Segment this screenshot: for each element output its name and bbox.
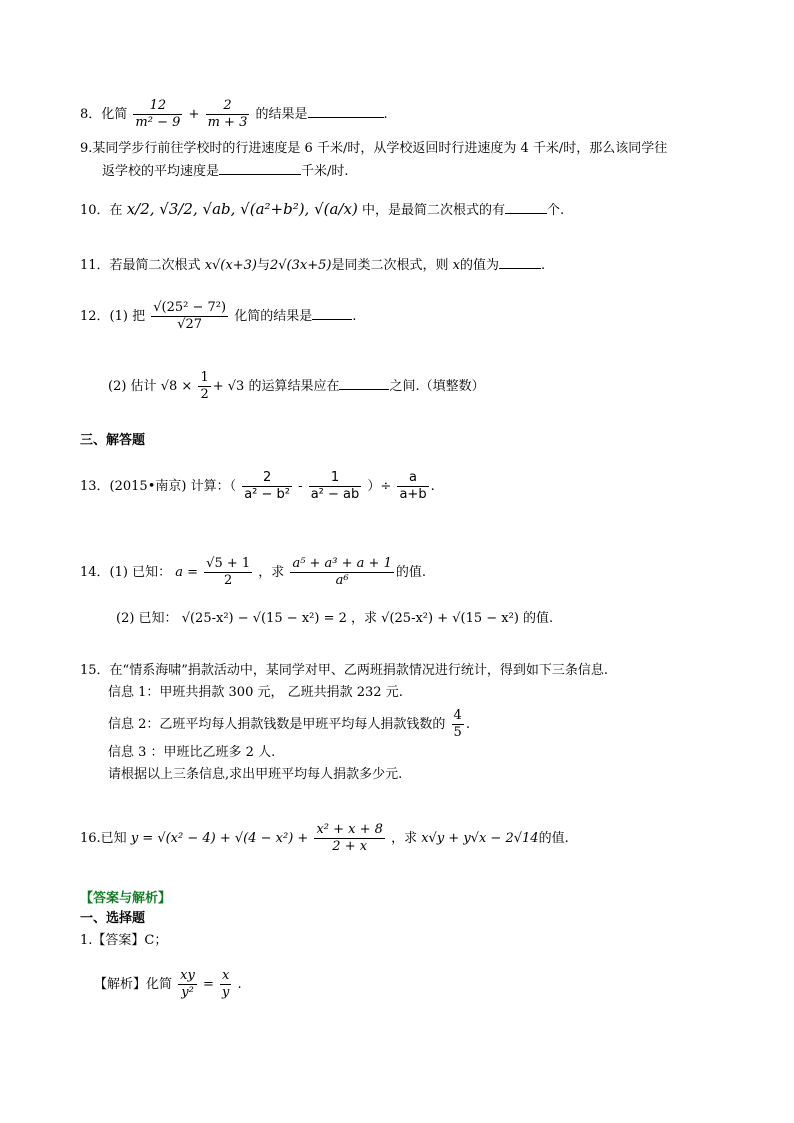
question-15-info-3: 信息 3 ：甲班比乙班多 2 人.: [108, 745, 276, 760]
q14-expression-fraction: $\frac{\text{a⁵ + a³ + a + 1}}{\text{a⁶}}$: [292, 556, 392, 588]
question-12-part-1: 12．(1) 把 $\frac{\text{√(25² − 7²)}}{√27}$ 化简的结果是 .: [80, 300, 357, 332]
question-10: 10．在 x/2, √3/2, √ab, √(a²+b²), √(a/x) 中，是最简二次根式的有 个.: [80, 200, 565, 218]
question-15-info-2: 信息 2：乙班平均每人捐款钱数是甲班平均每人捐款钱数的 $\frac{4}{5}$ .: [108, 708, 470, 740]
question-16: 16.已知 y = √(x² − 4) + √(4 − x²) + $\frac{\text{x² + x + 8}}{2 + x}$ ，求 x√y + y√x − 2√14的值.: [80, 822, 569, 854]
q16-y-expression: y = √(x² − 4) + √(4 − x²) +: [130, 831, 309, 846]
q13-fraction-3: $\frac{a}{a+b}$: [399, 470, 427, 502]
question-14-part-1: 14．(1) 已知： a = $\frac{√5 + 1}{2}$ ，求 $\frac{\text{a⁵ + a³ + a + 1}}{\text{a⁶}}$ 的值.: [80, 556, 426, 588]
question-9-line-2: 返学校的平均速度是 千米/时.: [102, 164, 349, 179]
q11-expression-2: 2√(3x+5): [269, 258, 332, 273]
answer-blank: [219, 162, 301, 175]
q15-fraction: $\frac{4}{5}$: [453, 708, 462, 740]
answer-1-explanation: 【解析】化简 $\frac{xy}{\text{y²}}$ = $\frac{x}{y}$ .: [94, 968, 242, 1000]
explanation-fraction-1: $\frac{xy}{\text{y²}}$: [180, 968, 195, 1000]
q14-a-fraction: $\frac{√5 + 1}{2}$: [206, 556, 251, 588]
q12-fraction: $\frac{\text{√(25² − 7²)}}{√27}$: [153, 300, 227, 332]
answers-header: 【答案与解析】: [80, 891, 172, 906]
q10-expressions: x/2, √3/2, √ab, √(a²+b²), √(a/x): [126, 200, 358, 218]
question-15-ask: 请根据以上三条信息,求出甲班平均每人捐款多少元.: [108, 767, 403, 782]
q12-sqrt-expression: $\frac{1}{2}$: [200, 370, 209, 402]
question-14-part-2: (2) 已知： √(25-x²) − √(15 − x²) = 2 ，求 √(25-x²) + √(15 − x²) 的值.: [116, 611, 554, 626]
q16-target-expression: x√y + y√x − 2√14: [421, 831, 539, 846]
q14-target-expression: √(25-x²) + √(15 − x²): [381, 611, 519, 626]
q8-fraction-1: $\frac{12}{\text{m² − 9}}$: [135, 98, 181, 130]
answers-section-1: 一、选择题: [80, 911, 146, 926]
answer-blank: [499, 256, 541, 269]
q8-fraction-2: $\frac{2}{m + 3}$: [207, 98, 248, 130]
q14-condition: √(25-x²) − √(15 − x²) = 2: [181, 611, 347, 626]
question-12-part-2: (2) 估计 √8 × $\frac{1}{2}$ + √3 的运算结果应在 之间.（填整数）: [108, 370, 485, 402]
q13-fraction-1: $\frac{2}{\text{a² − b²}}$: [244, 470, 291, 502]
q11-expression-1: x√(x+3): [204, 258, 257, 273]
answer-blank: [308, 105, 384, 118]
q8-label: 8．化简: [80, 107, 128, 122]
question-11: 11．若最简二次根式 x√(x+3)与2√(3x+5)是同类二次根式，则 x的值为 .: [80, 258, 546, 273]
question-9-line-1: 9.某同学步行前往学校时的行进速度是 6 千米/时，从学校返回时行进速度为 4 千米/时，那么该同学往: [80, 141, 668, 156]
explanation-fraction-2: $\frac{x}{y}$: [222, 968, 230, 1000]
question-15-info-1: 信息 1：甲班共捐款 300 元， 乙班共捐款 232 元.: [108, 685, 403, 700]
q16-fraction: $\frac{\text{x² + x + 8}}{2 + x}$: [316, 822, 383, 854]
answer-1: 1.【答案】C；: [80, 933, 168, 948]
question-15-line-1: 15．在“情系海啸”捐款活动中，某同学对甲、乙两班捐款情况进行统计，得到如下三条信息.: [80, 663, 608, 678]
question-13: 13．(2015•南京) 计算：（ $\frac{2}{\text{a² − b²}}$ - $\frac{1}{\text{a² − ab}}$ ）÷ $\frac{a}{a+b}$ .: [80, 470, 435, 502]
q13-fraction-2: $\frac{1}{\text{a² − ab}}$: [310, 470, 360, 502]
answer-blank: [312, 307, 352, 320]
section-heading-3: 三、解答题: [80, 433, 146, 448]
answer-blank: [339, 377, 389, 390]
answer-blank: [505, 201, 547, 214]
question-8: 8．化简 $\frac{12}{\text{m² − 9}}$ + $\frac{2}{m + 3}$ 的结果是 .: [80, 98, 388, 130]
